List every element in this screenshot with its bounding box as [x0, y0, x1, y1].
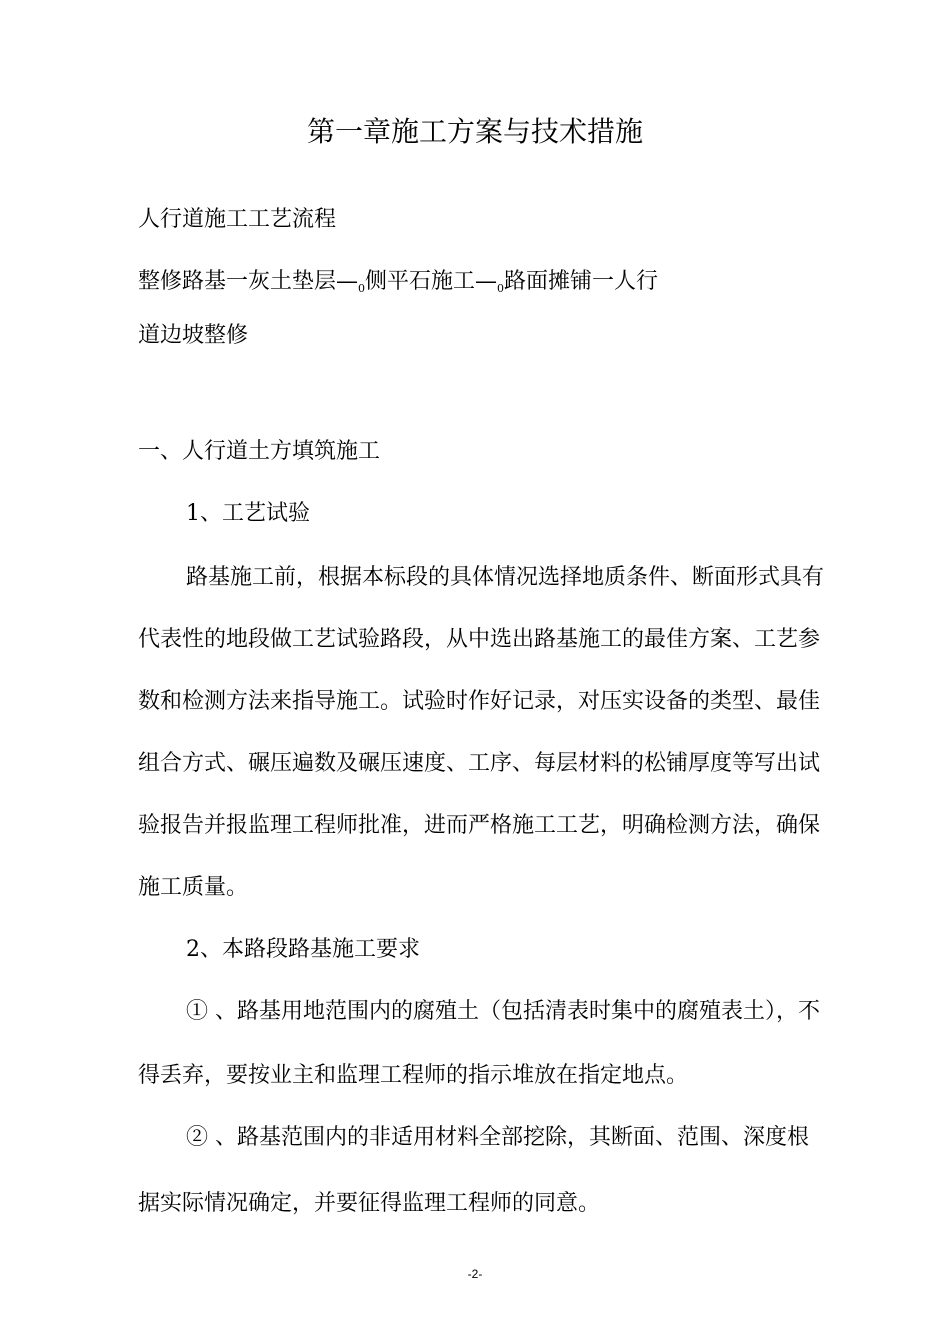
- paragraph-line: 施工质量。: [138, 875, 249, 900]
- chapter-title: 第一章施工方案与技术措施: [306, 115, 643, 148]
- list-item-line: ① 、路基用地范围内的腐殖土（包括清表时集中的腐殖表土），不: [186, 999, 820, 1024]
- paragraph-line: 数和检测方法来指导施工。试验时作好记录，对压实设备的类型、最佳: [138, 689, 821, 714]
- page-number: -2-: [467, 1267, 483, 1281]
- flow-step-text: 路面摊铺一人行: [504, 269, 659, 294]
- paragraph-line: 路基施工前，根据本标段的具体情况选择地质条件、断面形式具有: [186, 565, 825, 590]
- flow-line-2: 道边坡整修: [138, 323, 249, 348]
- paragraph-line: 代表性的地段做工艺试验路段，从中选出路基施工的最佳方案、工艺参: [138, 627, 821, 652]
- subsection-heading: 1、工艺试验: [186, 501, 310, 526]
- subsection-heading: 2、本路段路基施工要求: [186, 937, 420, 962]
- flow-marker: 0: [497, 282, 505, 295]
- flow-step-text: 侧平石施工—: [365, 269, 498, 294]
- paragraph-line: 组合方式、碾压遍数及碾压速度、工序、每层材料的松铺厚度等写出试: [138, 751, 821, 776]
- flow-line-1: [138, 266, 658, 305]
- flow-marker: 0: [358, 282, 366, 295]
- flow-step-text: 整修路基一灰土垫层—: [138, 269, 359, 294]
- flow-heading: 人行道施工工艺流程: [138, 207, 337, 232]
- paragraph-line: 验报告并报监理工程师批准，进而严格施工工艺，明确检测方法，确保: [138, 813, 821, 838]
- list-item-line: 得丢弃，要按业主和监理工程师的指示堆放在指定地点。: [138, 1063, 689, 1088]
- list-item-line: ② 、路基范围内的非适用材料全部挖除，其断面、范围、深度根: [186, 1125, 809, 1150]
- list-item-line: 据实际情况确定，并要征得监理工程师的同意。: [138, 1191, 601, 1216]
- section-heading: 一、人行道土方填筑施工: [138, 439, 381, 464]
